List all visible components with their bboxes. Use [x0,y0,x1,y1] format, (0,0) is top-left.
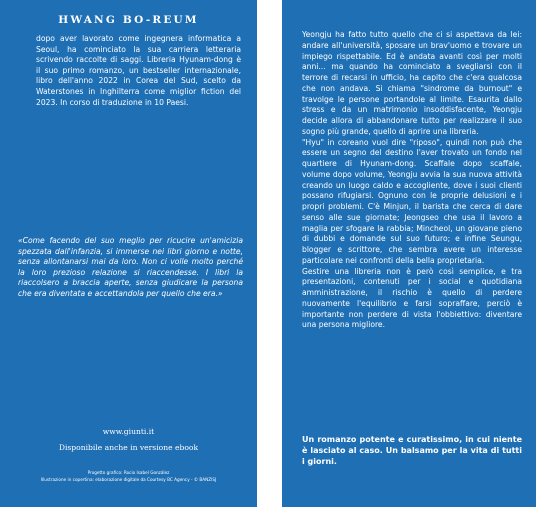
book-quote: «Come facendo del suo meglio per ricucire un'amicizia spezzata dall'infanzia, si immerse nei libri giorno e notte, senza allontanarsi mai da loro. Non ci volle molto perché la loro prezioso relazione si riaccendesse. I libri la riaccolsero a braccia aperte, senza giudicare la persona che era diventata e accettandola per quello che era.» [18,236,243,298]
tagline: Un romanzo potente e curatissimo, in cui niente è lasciato al caso. Un balsamo per la vita di tutti i giorni. [302,435,522,467]
ebook-note: Disponibile anche in versione ebook [58,443,199,452]
synopsis [302,30,522,331]
synopsis-paragraph-1: Yeongju ha fatto tutto quello che ci si aspettava da lei: andare all'università, sposare un brav'uomo e trovare un impiego rispettabile. Ed è andata avanti così per molti anni... ma quando ha cominciato a svegliarsi con il terrore di recarsi in ufficio, ha capito che c'era qualcosa che non andava. Si chiama "sindrome da burnout" e travolge le persone portandole al limite. Esaurita dallo stress e da un matrimonio insoddisfacente, Yeongju decide allora di abbandonare tutto per realizzare il suo sogno più grande, quello di aprire una libreria. [302,30,522,136]
author-bio: dopo aver lavorato come ingegnera informatica a Seoul, ha cominciato la sua carriera letteraria scrivendo raccolte di saggi. Libreria Hyunam-dong è il suo primo romanzo, un bestseller internazionale, libro dell'anno 2022 in Corea del Sud, scelto da Waterstones in Inghilterra come miglior fiction del 2023. In corso di traduzione in 10 Paesi. [36,34,241,107]
publisher-website: www.giunti.it [102,427,155,436]
credit-project: Progetto grafico: Rocio Isabel González [87,470,170,475]
credits [0,469,257,483]
synopsis-paragraph-3: Gestire una libreria non è però così semplice, e tra presentazioni, contenuti per i social e quotidiana amministrazione, il rischio è quello di perdere nuovamente l'equilibrio e farsi sopraffare, perciò è importante non perdere di vista l'obbiettivo: diventare una persona migliore. [302,266,522,330]
author-name: HWANG BO-REUM [58,14,199,26]
left-flap [0,0,257,507]
right-flap [282,0,536,507]
credit-cover: Illustrazione in copertina: elaborazione digitale da Courtesy BC Agency - © BANZISJ [40,477,217,482]
synopsis-paragraph-2: "Hyu" in coreano vuol dire "riposo", quindi non può che essere un segno del destino l'aver trovato un fondo nel quartiere di Hyunam-dong. Scaffale dopo scaffale, volume dopo volume, Yeongju avvia la sua nuova attività creando un luogo caldo e accogliente, dove i suoi clienti possano rifugiarsi. Ognuno con le proprie delusioni e i propri problemi. C'è Minjun, il barista che cerca di dare senso alle sue giornate; Jeongseo che usa il lavoro a maglia per sfogare la rabbia; Mincheol, un giovane pieno di dubbi e domande sul suo futuro; e infine Seungu, blogger e scrittore, che sembra avere un interesse particolare nei confronti della bella proprietaria. [302,137,522,265]
